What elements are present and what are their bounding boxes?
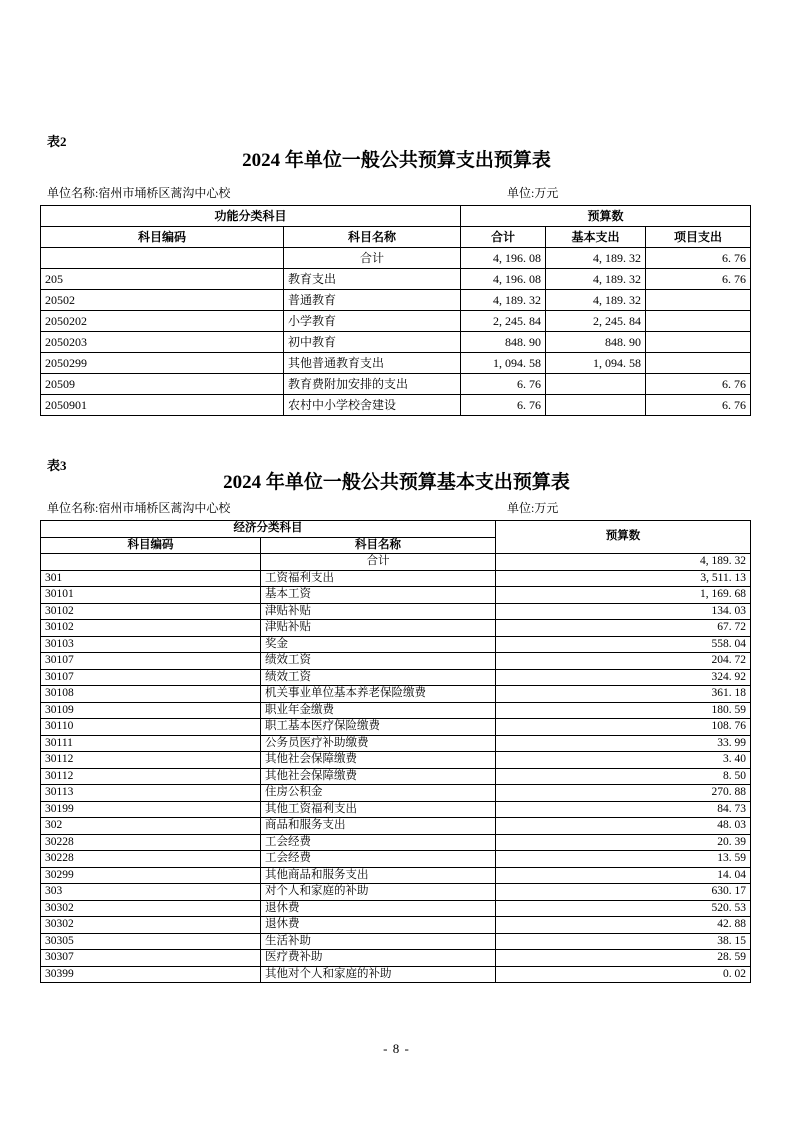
table2-header-total: 合计 <box>461 227 546 248</box>
table2-header <box>41 206 751 248</box>
subject-code-cell: 30107 <box>41 653 261 670</box>
subject-code-cell: 30112 <box>41 768 261 785</box>
table-row <box>41 735 751 752</box>
table2-unit-name: 单位名称:宿州市埇桥区蒿沟中心校 <box>47 186 231 200</box>
subject-code-cell: 20509 <box>41 374 284 395</box>
table2-label: 表2 <box>47 134 67 149</box>
table-row <box>41 867 751 884</box>
subject-name-cell: 初中教育 <box>284 332 461 353</box>
table3-body <box>41 554 751 983</box>
subject-name-cell: 合计 <box>284 248 461 269</box>
subject-name-cell: 生活补助 <box>261 933 496 950</box>
table2-body <box>41 248 751 416</box>
table3-unit-name: 单位名称:宿州市埇桥区蒿沟中心校 <box>47 501 231 515</box>
subject-code-cell: 30102 <box>41 603 261 620</box>
table-row <box>41 851 751 868</box>
table-row <box>41 785 751 802</box>
budget-cell: 324. 92 <box>496 669 751 686</box>
budget-cell: 361. 18 <box>496 686 751 703</box>
table2-header-function-group: 功能分类科目 <box>41 206 461 227</box>
budget-cell: 42. 88 <box>496 917 751 934</box>
table2-header-project: 项目支出 <box>646 227 751 248</box>
subject-name-cell: 教育支出 <box>284 269 461 290</box>
table2-unit: 单位:万元 <box>507 186 559 200</box>
budget-cell: 520. 53 <box>496 900 751 917</box>
budget-cell: 270. 88 <box>496 785 751 802</box>
project-expenditure-cell: 6. 76 <box>646 248 751 269</box>
table-row <box>41 570 751 587</box>
total-cell: 2, 245. 84 <box>461 311 546 332</box>
table3-header-economic-group: 经济分类科目 <box>41 521 496 538</box>
table-row <box>41 636 751 653</box>
table2-header-group-row <box>41 206 751 227</box>
subject-name-cell: 住房公积金 <box>261 785 496 802</box>
total-cell: 4, 189. 32 <box>461 290 546 311</box>
subject-code-cell: 30103 <box>41 636 261 653</box>
table-row <box>41 353 751 374</box>
project-expenditure-cell <box>646 332 751 353</box>
table-row <box>41 332 751 353</box>
table-row <box>41 801 751 818</box>
subject-code-cell: 302 <box>41 818 261 835</box>
table-row <box>41 917 751 934</box>
basic-expenditure-cell <box>546 374 646 395</box>
table2-header-budget-group: 预算数 <box>461 206 751 227</box>
project-expenditure-cell: 6. 76 <box>646 374 751 395</box>
budget-cell: 67. 72 <box>496 620 751 637</box>
total-cell: 4, 196. 08 <box>461 248 546 269</box>
project-expenditure-cell <box>646 311 751 332</box>
budget-cell: 48. 03 <box>496 818 751 835</box>
table-row <box>41 603 751 620</box>
subject-name-cell: 津贴补贴 <box>261 620 496 637</box>
subject-code-cell: 2050203 <box>41 332 284 353</box>
basic-expenditure-cell <box>546 395 646 416</box>
table-row <box>41 933 751 950</box>
project-expenditure-cell <box>646 290 751 311</box>
table-row <box>41 719 751 736</box>
subject-code-cell: 205 <box>41 269 284 290</box>
table2-meta <box>47 186 750 200</box>
budget-cell: 558. 04 <box>496 636 751 653</box>
budget-cell: 180. 59 <box>496 702 751 719</box>
subject-code-cell: 2050202 <box>41 311 284 332</box>
subject-name-cell: 医疗费补助 <box>261 950 496 967</box>
table-row <box>41 752 751 769</box>
subject-name-cell: 奖金 <box>261 636 496 653</box>
project-expenditure-cell: 6. 76 <box>646 269 751 290</box>
budget-cell: 28. 59 <box>496 950 751 967</box>
subject-code-cell <box>41 248 284 269</box>
total-cell: 6. 76 <box>461 374 546 395</box>
table2-header-name: 科目名称 <box>284 227 461 248</box>
table-row <box>41 884 751 901</box>
table-row <box>41 554 751 571</box>
subject-code-cell: 30307 <box>41 950 261 967</box>
subject-code-cell: 30302 <box>41 917 261 934</box>
basic-expenditure-cell: 1, 094. 58 <box>546 353 646 374</box>
subject-name-cell: 津贴补贴 <box>261 603 496 620</box>
table-row <box>41 834 751 851</box>
subject-name-cell: 工会经费 <box>261 834 496 851</box>
table-row <box>41 269 751 290</box>
table-row <box>41 311 751 332</box>
table-row <box>41 768 751 785</box>
subject-code-cell: 30110 <box>41 719 261 736</box>
table3-economic-budget-table <box>40 520 751 983</box>
subject-name-cell: 职工基本医疗保险缴费 <box>261 719 496 736</box>
subject-name-cell: 对个人和家庭的补助 <box>261 884 496 901</box>
table-row <box>41 966 751 983</box>
subject-code-cell <box>41 554 261 571</box>
table3-header <box>41 521 751 554</box>
subject-code-cell: 30107 <box>41 669 261 686</box>
table2-title: 2024 年单位一般公共预算支出预算表 <box>242 150 551 171</box>
budget-cell: 38. 15 <box>496 933 751 950</box>
budget-cell: 630. 17 <box>496 884 751 901</box>
subject-name-cell: 其他工资福利支出 <box>261 801 496 818</box>
budget-cell: 13. 59 <box>496 851 751 868</box>
basic-expenditure-cell: 2, 245. 84 <box>546 311 646 332</box>
subject-name-cell: 绩效工资 <box>261 653 496 670</box>
subject-code-cell: 301 <box>41 570 261 587</box>
table2-header-basic: 基本支出 <box>546 227 646 248</box>
basic-expenditure-cell: 4, 189. 32 <box>546 269 646 290</box>
subject-name-cell: 其他社会保障缴费 <box>261 768 496 785</box>
table-row <box>41 900 751 917</box>
budget-cell: 108. 76 <box>496 719 751 736</box>
basic-expenditure-cell: 4, 189. 32 <box>546 290 646 311</box>
table-row <box>41 818 751 835</box>
subject-name-cell: 工资福利支出 <box>261 570 496 587</box>
table-row <box>41 290 751 311</box>
table3-meta <box>47 501 750 515</box>
table2-header-code: 科目编码 <box>41 227 284 248</box>
project-expenditure-cell <box>646 353 751 374</box>
subject-code-cell: 30299 <box>41 867 261 884</box>
table-row <box>41 587 751 604</box>
table-row <box>41 620 751 637</box>
budget-cell: 3, 511. 13 <box>496 570 751 587</box>
subject-code-cell: 2050901 <box>41 395 284 416</box>
subject-code-cell: 30102 <box>41 620 261 637</box>
basic-expenditure-cell: 848. 90 <box>546 332 646 353</box>
total-cell: 848. 90 <box>461 332 546 353</box>
table3-header-name: 科目名称 <box>261 537 496 554</box>
total-cell: 6. 76 <box>461 395 546 416</box>
subject-code-cell: 20502 <box>41 290 284 311</box>
subject-code-cell: 303 <box>41 884 261 901</box>
table-row <box>41 686 751 703</box>
total-cell: 4, 196. 08 <box>461 269 546 290</box>
budget-cell: 14. 04 <box>496 867 751 884</box>
subject-name-cell: 绩效工资 <box>261 669 496 686</box>
subject-code-cell: 30399 <box>41 966 261 983</box>
subject-name-cell: 退休费 <box>261 917 496 934</box>
subject-name-cell: 商品和服务支出 <box>261 818 496 835</box>
budget-cell: 204. 72 <box>496 653 751 670</box>
budget-cell: 3. 40 <box>496 752 751 769</box>
subject-name-cell: 机关事业单位基本养老保险缴费 <box>261 686 496 703</box>
subject-name-cell: 合计 <box>261 554 496 571</box>
subject-code-cell: 30101 <box>41 587 261 604</box>
subject-name-cell: 其他普通教育支出 <box>284 353 461 374</box>
subject-name-cell: 小学教育 <box>284 311 461 332</box>
budget-cell: 8. 50 <box>496 768 751 785</box>
budget-cell: 0. 02 <box>496 966 751 983</box>
table3-header-code: 科目编码 <box>41 537 261 554</box>
subject-name-cell: 普通教育 <box>284 290 461 311</box>
subject-name-cell: 基本工资 <box>261 587 496 604</box>
subject-code-cell: 30199 <box>41 801 261 818</box>
table-row <box>41 374 751 395</box>
table-row <box>41 702 751 719</box>
subject-name-cell: 退休费 <box>261 900 496 917</box>
budget-cell: 134. 03 <box>496 603 751 620</box>
subject-code-cell: 30111 <box>41 735 261 752</box>
table3-header-budget: 预算数 <box>496 521 751 554</box>
subject-code-cell: 30109 <box>41 702 261 719</box>
subject-name-cell: 公务员医疗补助缴费 <box>261 735 496 752</box>
subject-code-cell: 30112 <box>41 752 261 769</box>
table3-unit: 单位:万元 <box>507 501 559 515</box>
subject-code-cell: 30108 <box>41 686 261 703</box>
table3-header-group-row <box>41 521 751 538</box>
subject-name-cell: 其他商品和服务支出 <box>261 867 496 884</box>
budget-cell: 1, 169. 68 <box>496 587 751 604</box>
table-row <box>41 248 751 269</box>
table-row <box>41 653 751 670</box>
subject-name-cell: 教育费附加安排的支出 <box>284 374 461 395</box>
project-expenditure-cell: 6. 76 <box>646 395 751 416</box>
subject-code-cell: 30305 <box>41 933 261 950</box>
table-row <box>41 950 751 967</box>
table3-title: 2024 年单位一般公共预算基本支出预算表 <box>223 472 570 493</box>
budget-cell: 84. 73 <box>496 801 751 818</box>
subject-code-cell: 30228 <box>41 851 261 868</box>
subject-name-cell: 其他社会保障缴费 <box>261 752 496 769</box>
subject-name-cell: 职业年金缴费 <box>261 702 496 719</box>
subject-code-cell: 30113 <box>41 785 261 802</box>
subject-code-cell: 2050299 <box>41 353 284 374</box>
subject-code-cell: 30302 <box>41 900 261 917</box>
subject-name-cell: 农村中小学校舍建设 <box>284 395 461 416</box>
table-row <box>41 669 751 686</box>
budget-cell: 33. 99 <box>496 735 751 752</box>
subject-name-cell: 工会经费 <box>261 851 496 868</box>
budget-cell: 4, 189. 32 <box>496 554 751 571</box>
table-row <box>41 395 751 416</box>
subject-code-cell: 30228 <box>41 834 261 851</box>
subject-name-cell: 其他对个人和家庭的补助 <box>261 966 496 983</box>
page-number: - 8 - <box>383 1041 410 1056</box>
total-cell: 1, 094. 58 <box>461 353 546 374</box>
table2-header-column-row <box>41 227 751 248</box>
basic-expenditure-cell: 4, 189. 32 <box>546 248 646 269</box>
budget-cell: 20. 39 <box>496 834 751 851</box>
table3-label: 表3 <box>47 458 67 473</box>
table2-function-budget-table <box>40 205 751 416</box>
